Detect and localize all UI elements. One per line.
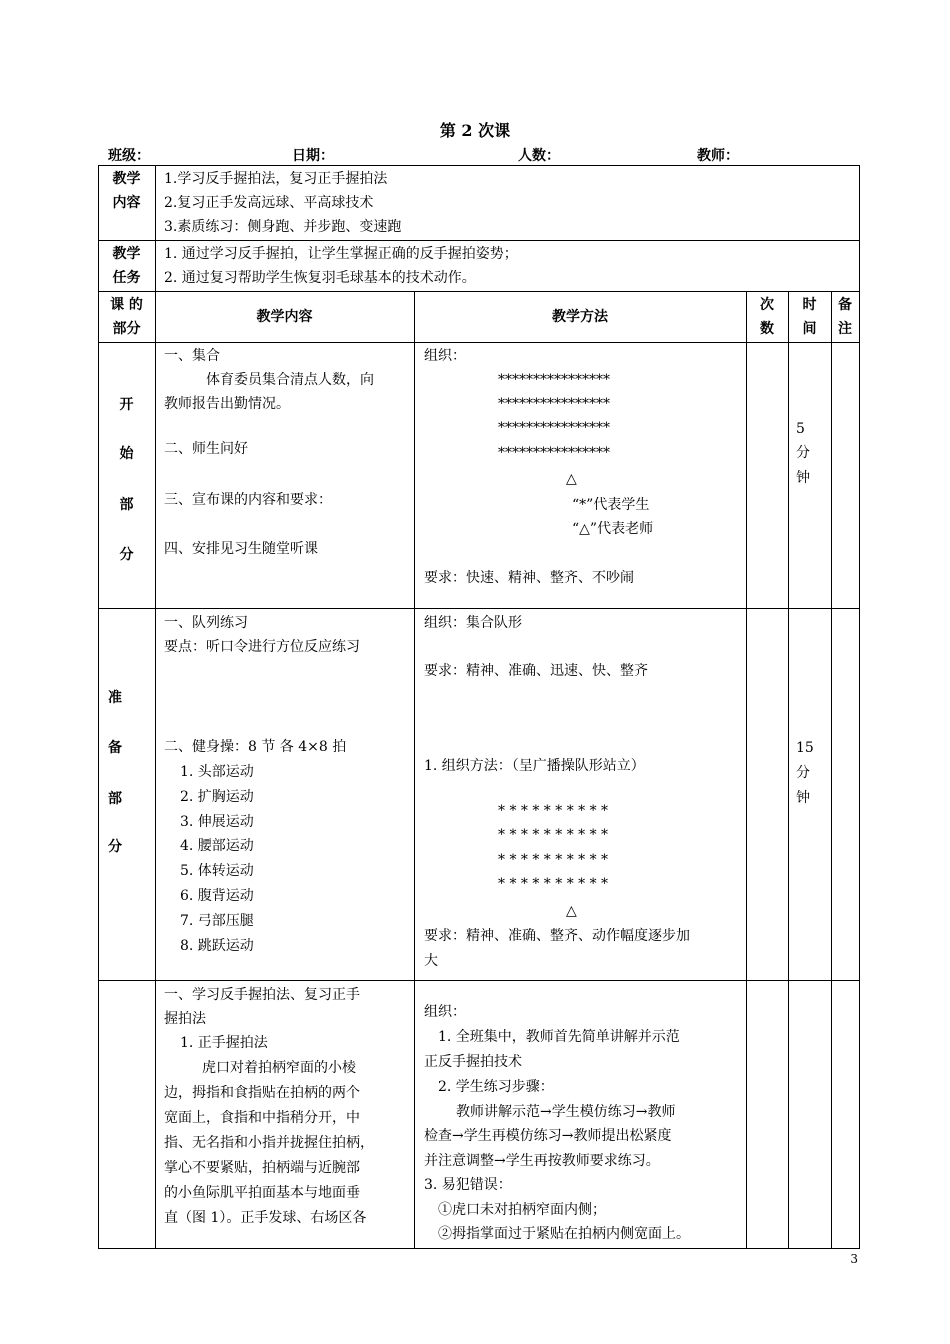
basic-item-1: 一、学习反手握拍法、复习正手	[164, 987, 360, 1003]
exercise-item: 8. 跳跃运动	[180, 938, 254, 954]
col-header-note-2: 注	[838, 321, 852, 337]
prep-requirement-2: 大	[424, 953, 438, 969]
col-header-method: 教学方法	[552, 309, 608, 325]
prep-item-2: 二、健身操：8 节 各 4×8 拍	[164, 739, 347, 755]
basic-desc-line: 的小鱼际肌平拍面基本与地面垂	[164, 1185, 360, 1201]
formation-row: * * * * * * * * * *	[498, 803, 609, 819]
start-duration: 钟	[796, 470, 810, 486]
page-number: 3	[850, 1252, 858, 1266]
legend-student: “*”代表学生	[572, 497, 650, 513]
exercise-item: 7. 弓部压腿	[180, 913, 254, 929]
basic-desc-line: 掌心不要紧贴，拍柄端与近腕部	[164, 1160, 360, 1176]
start-method-org: 组织：	[424, 348, 466, 364]
content-row-label-2: 内容	[112, 195, 141, 211]
prep-item-1: 一、队列练习	[164, 615, 248, 631]
start-duration: 分	[796, 445, 810, 461]
col-header-part-1: 课 的	[110, 297, 143, 313]
prep-item-1-point: 要点：听口令进行方位反应练习	[164, 639, 360, 655]
prep-part-char: 分	[108, 839, 122, 855]
start-requirement: 要求：快速、精神、整齐、不吵闹	[424, 570, 634, 586]
start-part-char: 开	[119, 397, 134, 413]
prep-method-org: 组织：集合队形	[424, 615, 522, 631]
col-divider	[831, 291, 832, 1249]
prep-part-char: 备	[108, 740, 122, 756]
prep-duration: 钟	[796, 790, 810, 806]
col-header-duration-1: 时	[802, 297, 817, 313]
start-item-1: 一、集合	[164, 348, 220, 364]
formation-row: * * * * * * * * * *	[498, 852, 609, 868]
basic-desc-line: 直（图 1）。正手发球、右场区各	[164, 1210, 367, 1226]
content-line: 3.素质练习：侧身跑、并步跑、变速跑	[164, 219, 402, 235]
date-label: 日期：	[292, 148, 334, 164]
col-divider	[414, 291, 415, 1249]
count-label: 人数：	[518, 148, 560, 164]
basic-sub-1: 1. 正手握拍法	[180, 1035, 268, 1051]
col-header-note-1: 备	[838, 297, 852, 313]
basic-desc-line: 虎口对着拍柄窄面的小棱	[202, 1060, 356, 1076]
basic-method-step2: 2. 学生练习步骤：	[438, 1079, 554, 1095]
task-row-label-2: 任务	[112, 270, 141, 286]
start-part-char: 始	[119, 446, 134, 462]
row-divider	[98, 240, 860, 241]
task-line: 1. 通过学习反手握拍，让学生掌握正确的反手握拍姿势；	[164, 246, 518, 262]
start-part-char: 分	[119, 547, 134, 563]
prep-duration: 15	[796, 740, 814, 756]
lesson-table	[98, 165, 860, 1249]
col-header-times-2: 数	[760, 321, 774, 337]
exercise-item: 2. 扩胸运动	[180, 789, 254, 805]
prep-part-char: 部	[108, 791, 122, 807]
formation-row: * * * * * * * * * *	[498, 827, 609, 843]
exercise-item: 6. 腹背运动	[180, 888, 254, 904]
col-divider	[788, 291, 789, 1249]
start-part-char: 部	[119, 497, 134, 513]
prep-requirement-1: 要求：精神、准确、迅速、快、整齐	[424, 663, 648, 679]
content-line: 1.学习反手握拍法，复习正手握拍法	[164, 171, 388, 187]
basic-desc-line: 宽面上，食指和中指稍分开，中	[164, 1110, 360, 1126]
start-item-1-detail: 教师报告出勤情况。	[164, 396, 290, 412]
prep-part-char: 准	[108, 690, 122, 706]
page-title: 第 2 次课	[439, 121, 511, 140]
teacher-triangle-icon: △	[566, 903, 577, 919]
basic-method-step2-detail: 教师讲解示范→学生模仿练习→教师	[456, 1104, 676, 1120]
teacher-label: 教师：	[697, 148, 739, 164]
formation-row: * * * * * * * * * *	[498, 876, 609, 892]
task-line: 2. 通过复习帮助学生恢复羽毛球基本的技术动作。	[164, 270, 476, 286]
basic-method-step3: 3. 易犯错误：	[424, 1177, 512, 1193]
basic-desc-line: 指、无名指和小指并拢握住拍柄，	[164, 1135, 374, 1151]
col-header-times-1: 次	[760, 297, 774, 313]
class-label: 班级：	[108, 148, 150, 164]
col-header-content: 教学内容	[256, 309, 313, 325]
task-row-label-1: 教学	[112, 246, 141, 262]
exercise-item: 5. 体转运动	[180, 863, 254, 879]
prep-requirement-2: 要求：精神、准确、整齐、动作幅度逐步加	[424, 928, 690, 944]
start-item-1-detail: 体育委员集合清点人数，向	[206, 372, 374, 388]
basic-method-step2-detail: 检查→学生再模仿练习→教师提出松紧度	[424, 1128, 672, 1144]
col-header-part-2: 部分	[112, 321, 141, 337]
basic-method-step2-detail: 并注意调整→学生再按教师要求练习。	[424, 1153, 660, 1169]
formation-row: ****************	[498, 396, 610, 412]
exercise-item: 3. 伸展运动	[180, 814, 254, 830]
basic-item-1: 握拍法	[164, 1011, 206, 1027]
basic-method-org: 组织：	[424, 1004, 466, 1020]
legend-teacher: “△”代表老师	[572, 521, 654, 537]
prep-method-org-2: 1. 组织方法：（呈广播操队形站立）	[424, 758, 645, 774]
basic-desc-line: 边，拇指和食指贴在拍柄的两个	[164, 1085, 360, 1101]
exercise-item: 4. 腰部运动	[180, 838, 254, 854]
exercise-item: 1. 头部运动	[180, 764, 254, 780]
basic-method-error: ①虎口未对拍柄窄面内侧；	[438, 1202, 606, 1218]
teacher-triangle-icon: △	[566, 471, 577, 487]
table-border-right	[859, 165, 860, 1249]
basic-method-step1: 正反手握拍技术	[424, 1054, 522, 1070]
formation-row: ****************	[498, 420, 610, 436]
content-line: 2.复习正手发高远球、平高球技术	[164, 195, 374, 211]
start-item-2: 二、师生问好	[164, 441, 248, 457]
formation-row: ****************	[498, 372, 610, 388]
content-row-label-1: 教学	[112, 171, 141, 187]
basic-method-step1: 1. 全班集中，教师首先简单讲解并示范	[438, 1029, 680, 1045]
col-header-duration-2: 间	[802, 321, 817, 337]
start-item-3: 三、宣布课的内容和要求：	[164, 492, 332, 508]
start-duration: 5	[796, 421, 805, 437]
prep-duration: 分	[796, 765, 810, 781]
basic-method-error: ②拇指掌面过于紧贴在拍柄内侧宽面上。	[438, 1226, 690, 1242]
start-item-4: 四、安排见习生随堂听课	[164, 541, 318, 557]
formation-row: ****************	[498, 445, 610, 461]
col-divider	[746, 291, 747, 1249]
table-border-top	[98, 165, 860, 166]
